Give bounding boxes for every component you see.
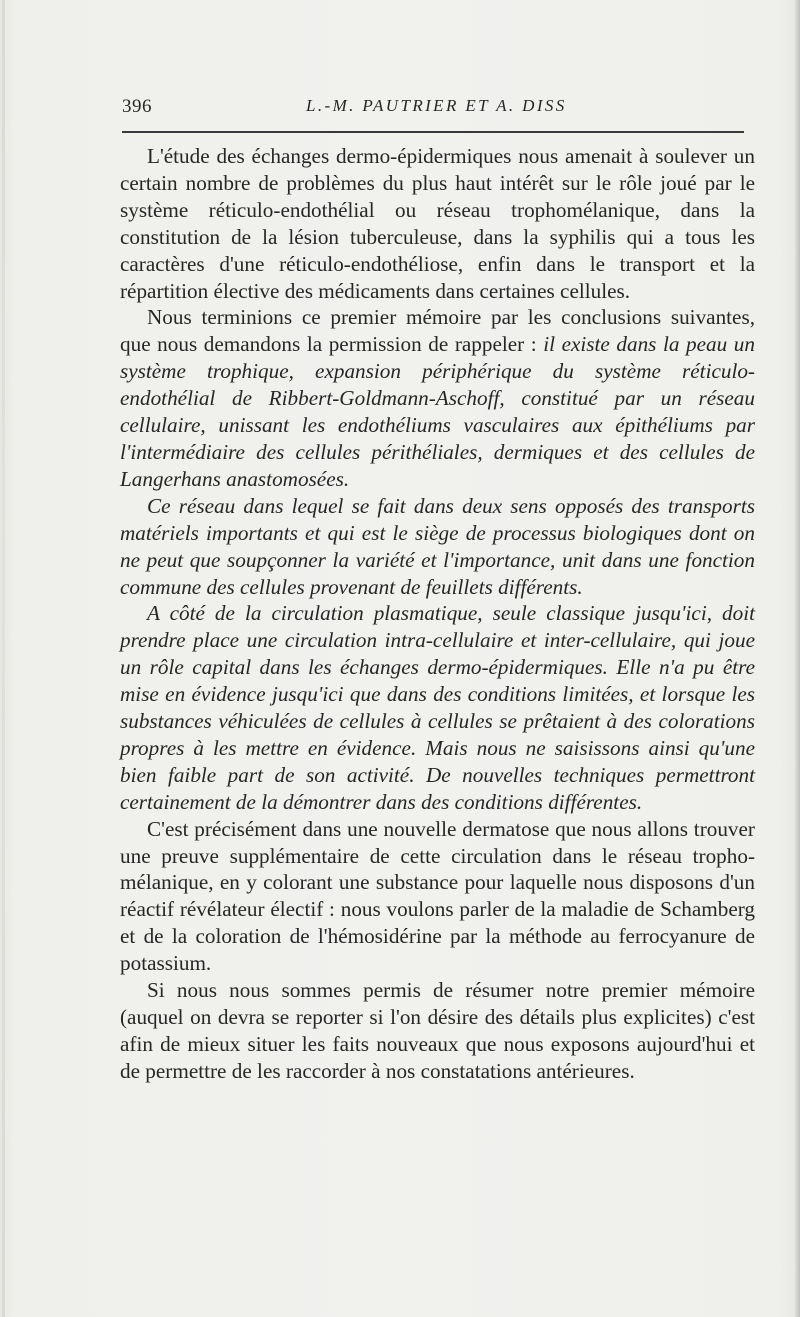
- page-header: [122, 96, 746, 126]
- paragraph-4: A côté de la circulation plasmatique, seule classique jusqu'ici, doit prendre place une circulation intra-cellulaire et inter-cellulaire, qui joue un rôle capital dans les échanges dermo-épidermiques. Elle n'a pu être mise en évidence jusqu'ici que dans des conditions limitées, et lorsque les substances véhiculées de cellules à cellules se prêtaient à des colorations propres à les mettre en évidence. Mais nous ne saisissons ainsi qu'une bien faible part de son activité. De nouvelles techniques permettront certainement de la démontrer dans des conditions différentes.: [120, 601, 755, 814]
- paragraph-5: C'est précisément dans une nouvelle dermatose que nous allons trouver une preuve supplémentaire de cette circulation dans le réseau tropho-mélanique, en y colorant une substance pour laquelle nous disposons d'un réactif révélateur électif : nous voulons parler de la maladie de Schamberg et de la coloration de l'hémosidérine par la méthode au ferrocyanure de potassium.: [120, 816, 755, 976]
- paragraph-1: L'étude des échanges dermo-épidermiques nous amenait à soulever un certain nombre de problèmes du plus haut intérêt sur le rôle joué par le système réticulo-endothélial ou réseau trophomélanique, dans la constitution de la lésion tuberculeuse, dans la syphilis qui a tous les caractères d'une réticulo-endothéliose, enfin dans le transport et la répartition élective des médicaments dans certaines cellules.: [120, 144, 755, 303]
- paragraph-2-conclusion: il existe dans la peau un système trophique, expansion périphérique du système réticulo-endothélial de Ribbert-Goldmann-Aschoff, constitué par un réseau cellulaire, unissant les endothéliums vasculaires aux épithéliums par l'intermédiaire des cellules périthéliales, dermiques et des cellules de Langerhans anastomosées.: [120, 332, 755, 491]
- header-rule: [122, 131, 744, 133]
- page-binding-edge: [2, 0, 5, 1317]
- page-number: 396: [122, 96, 152, 117]
- body-text: [120, 143, 755, 1085]
- paragraph-3: Ce réseau dans lequel se fait dans deux sens opposés des transports matériels importants et qui est le siège de processus biologiques dont on ne peut que soupçonner la variété et l'importance, unit dans une fonction commune des cellules provenant de feuillets différents.: [120, 493, 755, 599]
- page-outer-edge: [794, 0, 800, 1317]
- paragraph-2-intro: Nous terminions ce premier mémoire par les conclusions suivantes, que nous demandons la permission de rappeler :: [120, 305, 755, 357]
- paragraph-6: Si nous nous sommes permis de résumer notre premier mémoire (auquel on devra se reporter si l'on désire des détails plus explicites) c'est afin de mieux situer les faits nouveaux que nous exposons aujourd'hui et de permettre de les raccorder à nos constatations antérieures.: [120, 978, 755, 1083]
- paragraph-2: [120, 304, 755, 492]
- running-title: L.-M. PAUTRIER ET A. DISS: [306, 96, 567, 115]
